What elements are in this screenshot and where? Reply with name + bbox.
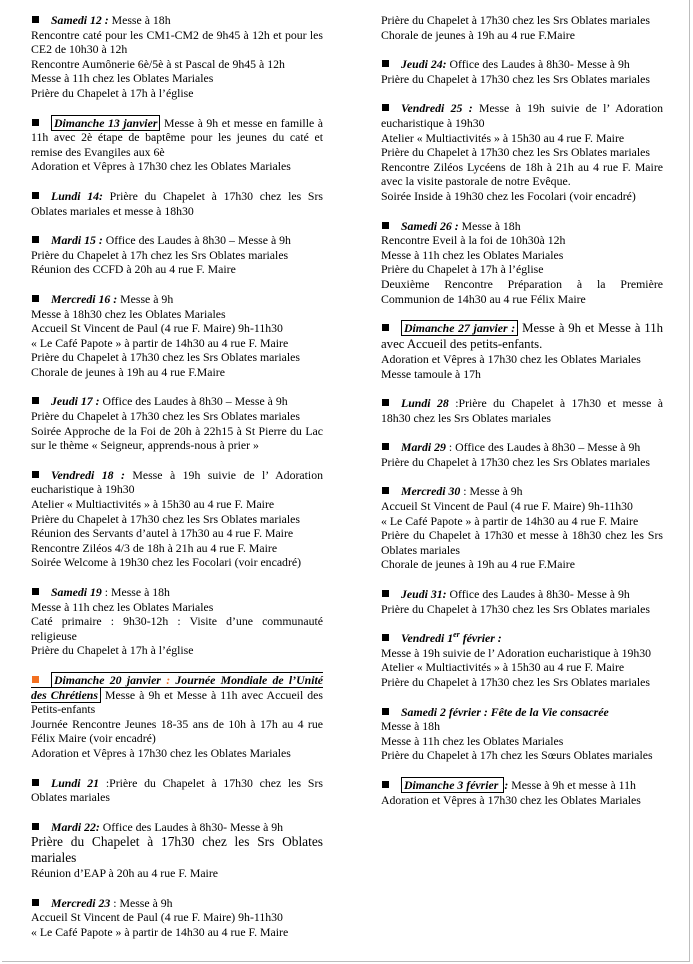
entry-vendredi-18: Vendredi 18 : Messe à 19h suivie de l’ Adoration eucharistique à 19h30 Atelier « Multiactivités » à 15h30 au 4 rue F. Maire Prière du Chapelet à 17h30 chez les Srs Oblates mariales Réunion des Servants d’autel à 17h30 au 4 rue F. Maire Rencontre Ziléos 4/3 de 18h à 21h au 4 rue F. Maire Soirée Welcome à 19h30 chez les Focolari (voir encadré)	[31, 467, 323, 570]
entry-heading: Vendredi 25 :	[401, 101, 473, 116]
entry-samedi-2-fevrier: Samedi 2 février : Fête de la Vie consacrée Messe à 18h Messe à 11h chez les Oblates Mariales Prière du Chapelet à 17h chez les Sœurs Oblates mariales	[381, 704, 653, 763]
entry-mardi-22: Mardi 22: Office des Laudes à 8h30- Messe à 9h Prière du Chapelet à 17h30 chez les Srs Oblates mariales Réunion d’EAP à 20h au 4 rue F. Maire	[31, 819, 323, 880]
entry-heading-boxed: Dimanche 27 janvier :	[401, 320, 518, 336]
bullet-icon	[382, 487, 389, 494]
entry-mardi-15: Mardi 15 : Office des Laudes à 8h30 – Messe à 9h Prière du Chapelet à 17h chez les Srs Oblates mariales Réunion des CCFD à 20h au 4 rue F. Maire	[31, 233, 291, 277]
entry-heading: Lundi 28	[401, 396, 449, 411]
entry-mercredi-23-continued: Prière du Chapelet à 17h30 chez les Srs Oblates mariales Chorale de jeunes à 19h au 4 rue F.Maire	[381, 13, 650, 42]
bullet-icon	[32, 16, 39, 23]
entry-lundi-14: Lundi 14: Prière du Chapelet à 17h30 chez les Srs Oblates mariales et messe à 18h30	[31, 188, 323, 218]
bullet-icon	[32, 192, 39, 199]
bullet-icon	[382, 60, 389, 67]
entry-heading: Mercredi 30	[401, 484, 461, 499]
entry-lundi-21: Lundi 21 :Prière du Chapelet à 17h30 chez les Srs Oblates mariales	[31, 775, 323, 805]
bullet-icon	[382, 222, 389, 229]
bullet-icon	[382, 634, 389, 641]
bullet-icon	[382, 590, 389, 597]
entry-dimanche-20: Dimanche 20 janvier : Journée Mondiale de l’Unité des Chrétiens Messe à 9h et Messe à 11h avec Accueil des Petits-enfants Journée Rencontre Jeunes 18-35 ans de 10h à 17h au 4 rue Félix Maire (voir encadré) Adoration et Vêpres à 17h30 chez les Oblates Mariales	[31, 672, 324, 760]
entry-heading: Mardi 15 :	[51, 233, 103, 248]
entry-heading: Vendredi 18 :	[51, 467, 125, 482]
entry-heading: Mercredi 16 :	[51, 291, 118, 306]
bullet-icon	[382, 443, 389, 450]
bullet-icon	[32, 823, 39, 830]
bullet-icon-highlight	[32, 676, 39, 683]
entry-dimanche-13: Dimanche 13 janvier Messe à 9h et messe en famille à 11h avec 2è étape de baptême pour les jeunes du caté et remise des Evangiles aux 6è Adoration et Vêpres à 17h30 chez les Oblates Mariales	[31, 115, 323, 174]
entry-heading-boxed: Dimanche 13 janvier	[51, 115, 160, 131]
entry-samedi-19: Samedi 19 : Messe à 18h Messe à 11h chez les Oblates Mariales Caté primaire : 9h30-12h : Visite d’une communauté religieuse Prière du Chapelet à 17h à l’église	[31, 585, 323, 658]
entry-heading: Lundi 14:	[51, 188, 103, 203]
right-column	[381, 13, 663, 822]
entry-heading: Mardi 29	[401, 440, 446, 455]
entry-dimanche-27: Dimanche 27 janvier : Messe à 9h et Messe à 11h avec Accueil des petits-enfants. Adoration et Vêpres à 17h30 chez les Oblates Mariales Messe tamoule à 17h	[381, 321, 664, 381]
entry-heading: Jeudi 31:	[401, 587, 447, 602]
entry-dimanche-3-fevrier: Dimanche 3 février : Messe à 9h et messe à 11h Adoration et Vêpres à 17h30 chez les Oblates Mariales	[381, 777, 641, 807]
bullet-icon	[382, 324, 389, 331]
entry-heading: Jeudi 17 :	[51, 394, 100, 409]
entry-heading: Samedi 12 :	[51, 13, 109, 27]
event-title: Journée Mondiale de l’Unité des Chrétiens	[31, 672, 323, 702]
left-column	[31, 13, 323, 954]
bullet-icon	[32, 471, 39, 478]
entry-jeudi-24: Jeudi 24: Office des Laudes à 8h30- Messe à 9h Prière du Chapelet à 17h30 chez les Srs Oblates mariales	[381, 57, 650, 86]
bullet-icon	[382, 781, 389, 788]
entry-heading-boxed: Dimanche 20 janvier	[54, 672, 161, 687]
entry-samedi-26: Samedi 26 : Messe à 18h Rencontre Eveil à la foi de 10h30à 12h Messe à 11h chez les Oblates Mariales Prière du Chapelet à 17h à l’église Deuxième Rencontre Préparation à la Première Communion de 14h30 au 4 rue Félix Maire	[381, 218, 663, 306]
entry-vendredi-25: Vendredi 25 : Messe à 19h suivie de l’ Adoration eucharistique à 19h30 Atelier « Multiactivités » à 15h30 au 4 rue F. Maire Prière du Chapelet à 17h30 chez les Srs Oblates mariales Rencontre Ziléos Lycéens de 18h à 21h au 4 rue F. Maire avec la visite pastorale de notre Evêque. Soirée Inside à 19h30 chez les Focolari (voir encadré)	[381, 101, 664, 203]
entry-heading: Samedi 26 :	[401, 218, 459, 233]
entry-mardi-29: Mardi 29 : Office des Laudes à 8h30 – Messe à 9h Prière du Chapelet à 17h30 chez les Srs Oblates mariales	[381, 440, 650, 469]
entry-heading: Samedi 19	[51, 585, 102, 599]
entry-mercredi-16: Mercredi 16 : Messe à 9h Messe à 18h30 chez les Oblates Mariales Accueil St Vincent de Paul (4 rue F. Maire) 9h-11h30 « Le Café Papote » à partir de 14h30 au 4 rue F. Maire Prière du Chapelet à 17h30 chez les Srs Oblates mariales Chorale de jeunes à 19h au 4 rue F.Maire	[31, 291, 300, 379]
bullet-icon	[32, 588, 39, 595]
bullet-icon	[32, 119, 39, 126]
entry-jeudi-31: Jeudi 31: Office des Laudes à 8h30- Messe à 9h Prière du Chapelet à 17h30 chez les Srs Oblates mariales	[381, 587, 650, 616]
bullet-icon	[382, 708, 389, 715]
entry-mercredi-23: Mercredi 23 : Messe à 9h Accueil St Vincent de Paul (4 rue F. Maire) 9h-11h30 « Le Café Papote » à partir de 14h30 au 4 rue F. Maire	[31, 895, 289, 939]
entry-heading: Jeudi 24:	[401, 57, 447, 72]
entry-heading: Samedi 2 février : Fête de la Vie consacrée	[401, 704, 609, 719]
entry-jeudi-17: Jeudi 17 : Office des Laudes à 8h30 – Messe à 9h Prière du Chapelet à 17h30 chez les Srs Oblates mariales Soirée Approche de la Foi de 20h à 22h15 à St Pierre du Lac sur le thème « Seigneur, apprends-nous à prier »	[31, 394, 323, 453]
entry-heading: Mardi 22:	[51, 819, 100, 834]
bullet-icon	[32, 899, 39, 906]
bullet-icon	[382, 399, 389, 406]
entry-heading: Vendredi 1er février :	[401, 630, 502, 646]
entry-vendredi-1-fevrier: Vendredi 1er février : Messe à 19h suivie de l’ Adoration eucharistique à 19h30 Atelier « Multiactivités » à 15h30 au 4 rue F. Maire Prière du Chapelet à 17h30 chez les Srs Oblates mariales	[381, 630, 652, 689]
entry-lundi-28: Lundi 28 :Prière du Chapelet à 17h30 et messe à 18h30 chez les Srs Oblates mariales	[381, 396, 664, 425]
bullet-icon	[32, 779, 39, 786]
bullet-icon	[32, 236, 39, 243]
bullet-icon	[32, 397, 39, 404]
bullet-icon	[32, 295, 39, 302]
entry-samedi-12: Samedi 12 : Messe à 18h Rencontre caté pour les CM1-CM2 de 9h45 à 12h et pour les CE2 de 10h30 à 12h Rencontre Aumônerie 6è/5è à st Pascal de 9h45 à 12h Messe à 11h chez les Oblates Mariales Prière du Chapelet à 17h à l’église	[31, 13, 323, 100]
entry-mercredi-30: Mercredi 30 : Messe à 9h Accueil St Vincent de Paul (4 rue F. Maire) 9h-11h30 « Le Café Papote » à partir de 14h30 au 4 rue F. Maire Prière du Chapelet à 17h30 et messe à 18h30 chez les Srs Oblates mariales Chorale de jeunes à 19h au 4 rue F.Maire	[381, 484, 663, 572]
entry-heading: Mercredi 23	[51, 895, 111, 910]
entry-heading-boxed: Dimanche 3 février	[401, 777, 504, 793]
entry-heading: Lundi 21	[51, 775, 100, 790]
bullet-icon	[382, 104, 389, 111]
